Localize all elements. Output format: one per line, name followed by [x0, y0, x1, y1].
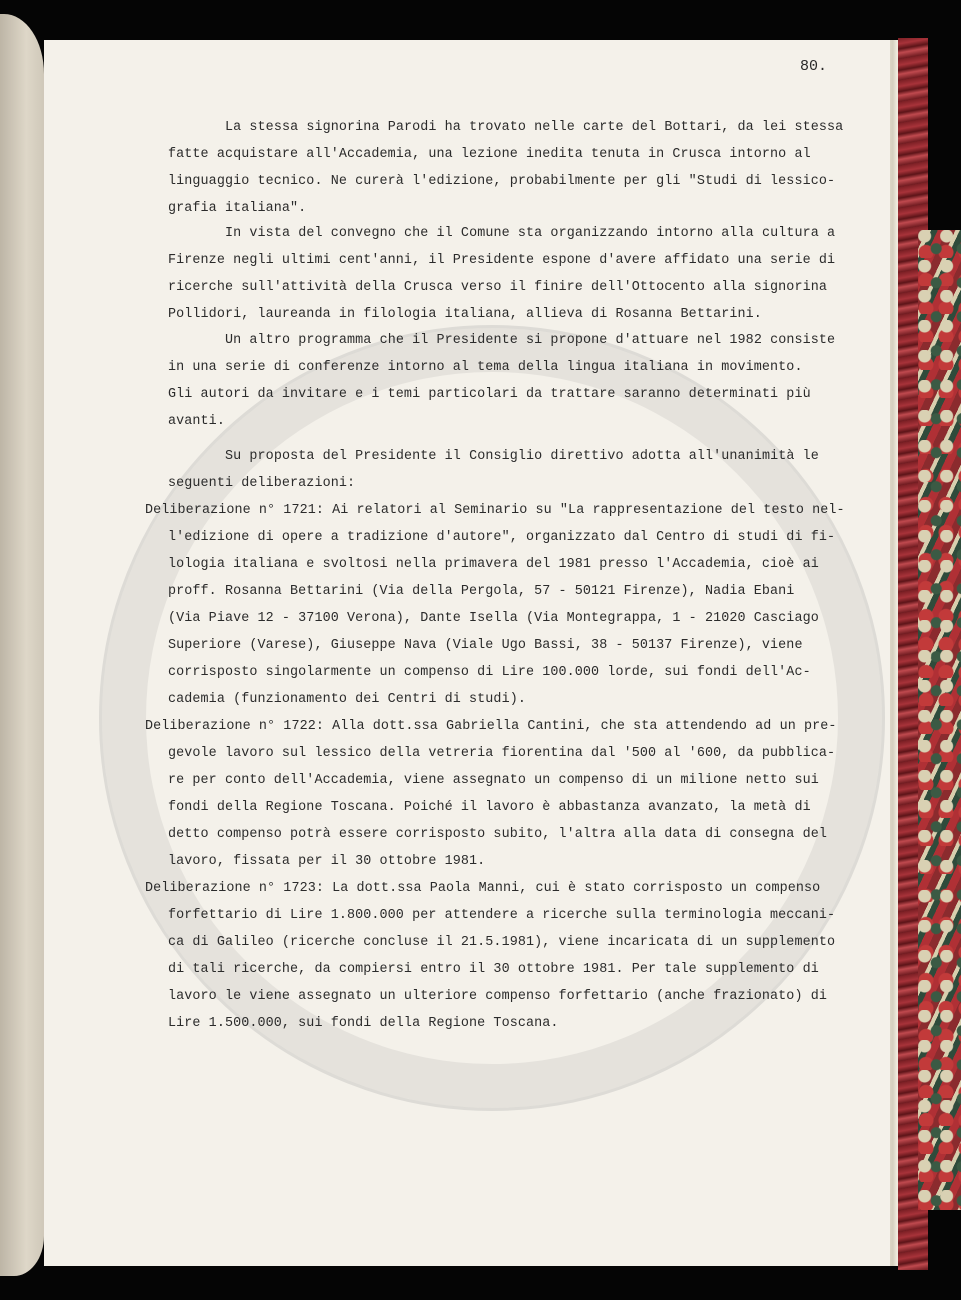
text-line: Su proposta del Presidente il Consiglio direttivo adotta all'unanimità le — [225, 449, 819, 464]
text-line: Un altro programma che il Presidente si propone d'attuare nel 1982 consiste — [225, 333, 836, 348]
text-line: Pollidori, laureanda in filologia italiana, allieva di Rosanna Bettarini. — [168, 307, 762, 322]
text-line: proff. Rosanna Bettarini (Via della Pergola, 57 - 50121 Firenze), Nadia Ebani — [168, 584, 795, 599]
text-line: seguenti deliberazioni: — [168, 476, 356, 491]
text-line: lavoro, fissata per il 30 ottobre 1981. — [168, 854, 486, 869]
text-line: Deliberazione n° 1722: Alla dott.ssa Gabriella Cantini, che sta attendendo ad un pre- — [145, 719, 837, 734]
text-line: ricerche sull'attività della Crusca verso il finire dell'Ottocento alla signorina — [168, 280, 827, 295]
text-line: ca di Galileo (ricerche concluse il 21.5.1981), viene incaricata di un supplemento — [168, 935, 836, 950]
text-line: grafia italiana". — [168, 201, 307, 216]
left-page-edge — [0, 14, 44, 1276]
text-line: Deliberazione n° 1721: Ai relatori al Seminario su "La rappresentazione del testo nel- — [145, 503, 845, 518]
text-line: in una serie di conferenze intorno al tema della lingua italiana in movimento. — [168, 360, 803, 375]
text-line: Superiore (Varese), Giuseppe Nava (Viale Ugo Bassi, 38 - 50137 Firenze), viene — [168, 638, 803, 653]
text-line: detto compenso potrà essere corrisposto subito, l'altra alla data di consegna del — [168, 827, 827, 842]
text-line: re per conto dell'Accademia, viene assegnato un compenso di un milione netto sui — [168, 773, 819, 788]
text-line: corrisposto singolarmente un compenso di Lire 100.000 lorde, sui fondi dell'Ac- — [168, 665, 811, 680]
text-line: l'edizione di opere a tradizione d'autore", organizzato dal Centro di studi di fi- — [168, 530, 836, 545]
text-line: cademia (funzionamento dei Centri di studi). — [168, 692, 526, 707]
text-line: forfettario di Lire 1.800.000 per attendere a ricerche sulla terminologia meccani- — [168, 908, 836, 923]
text-line: Firenze negli ultimi cent'anni, il Presidente espone d'avere affidato una serie di — [168, 253, 836, 268]
text-line: In vista del convegno che il Comune sta organizzando intorno alla cultura a — [225, 226, 836, 241]
text-line: Lire 1.500.000, sui fondi della Regione Toscana. — [168, 1016, 559, 1031]
text-line: linguaggio tecnico. Ne curerà l'edizione, probabilmente per gli "Studi di lessico- — [168, 174, 836, 189]
text-line: La stessa signorina Parodi ha trovato nelle carte del Bottari, da lei stessa — [225, 120, 844, 135]
marbled-endpaper — [918, 230, 961, 1210]
text-line: lologia italiana e svoltosi nella primavera del 1981 presso l'Accademia, cioè ai — [168, 557, 819, 572]
text-line: Deliberazione n° 1723: La dott.ssa Paola Manni, cui è stato corrisposto un compenso — [145, 881, 821, 896]
text-line: avanti. — [168, 414, 225, 429]
text-line: di tali ricerche, da compiersi entro il 30 ottobre 1981. Per tale supplemento di — [168, 962, 819, 977]
text-line: fatte acquistare all'Accademia, una lezione inedita tenuta in Crusca intorno al — [168, 147, 811, 162]
text-line: fondi della Regione Toscana. Poiché il lavoro è abbastanza avanzato, la metà di — [168, 800, 811, 815]
text-line: gevole lavoro sul lessico della vetreria fiorentina dal '500 al '600, da pubblica- — [168, 746, 836, 761]
page-number: 80. — [800, 58, 828, 75]
text-line: lavoro le viene assegnato un ulteriore compenso forfettario (anche frazionato) di — [168, 989, 827, 1004]
document-page — [44, 40, 890, 1266]
text-line: (Via Piave 12 - 37100 Verona), Dante Isella (Via Montegrappa, 1 - 21020 Casciago — [168, 611, 819, 626]
text-line: Gli autori da invitare e i temi particolari da trattare saranno determinati più — [168, 387, 811, 402]
